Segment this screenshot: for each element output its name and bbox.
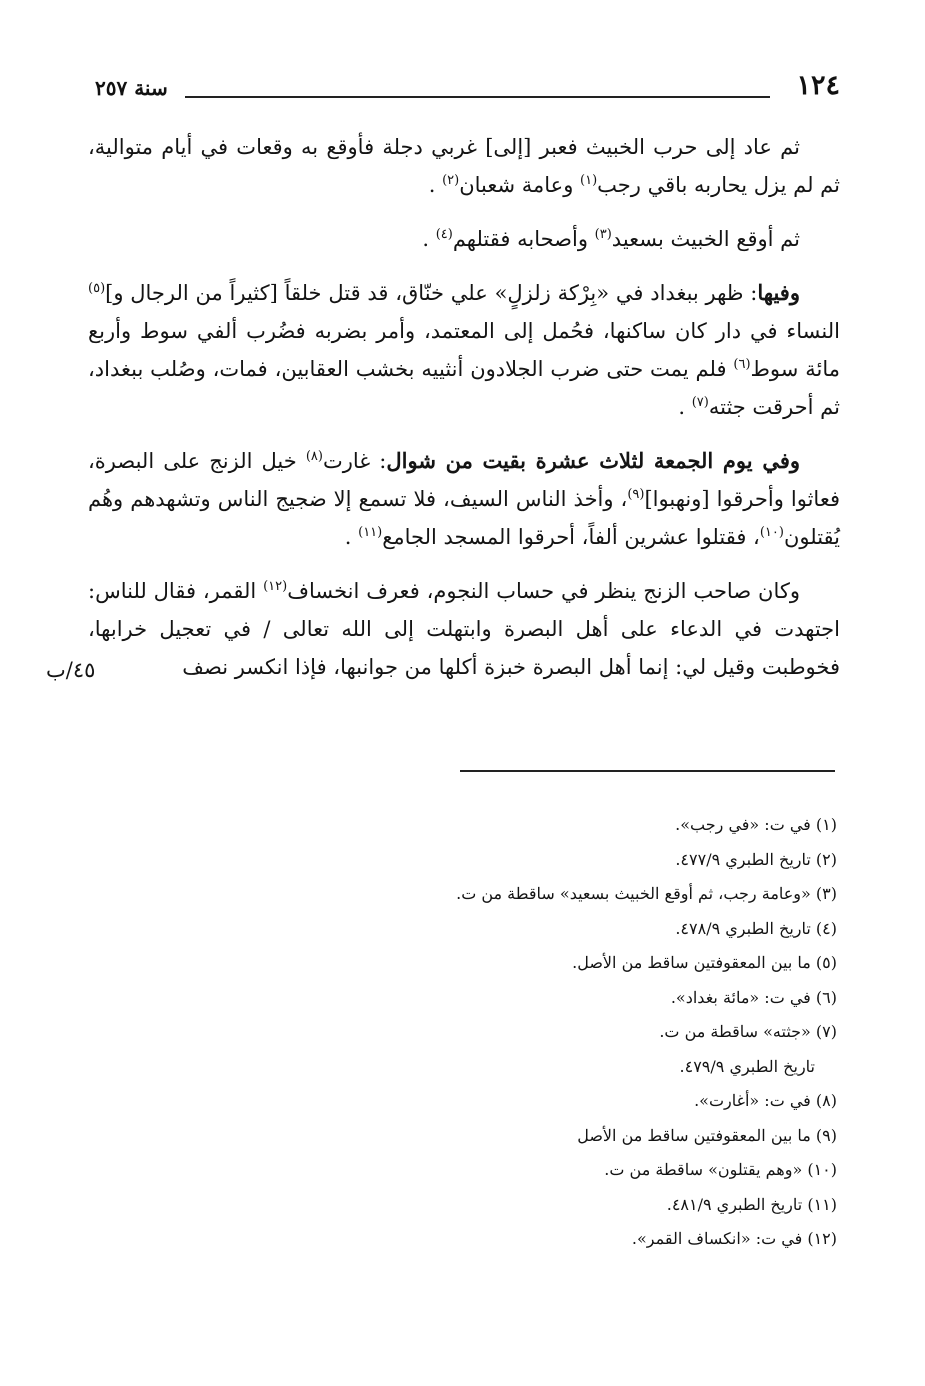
footnote: تاريخ الطبري ٤٧٩/٩.	[679, 1056, 815, 1076]
paragraph-5	[88, 572, 840, 686]
footnotes	[337, 808, 837, 1257]
footnote-ref[interactable]: (١)	[580, 173, 598, 188]
footnote-ref[interactable]: (٦)	[733, 357, 751, 372]
text-run: : غارت	[322, 449, 387, 473]
text-run: خيل الزنج على البصرة، فعاثوا وأحرقوا [ونهبوا]	[88, 449, 840, 511]
manuscript-folio-marker: ٤٥/ب	[46, 658, 96, 682]
text-run: القمر، فقال للناس: اجتهدت في الدعاء على أهل البصرة وابتهلت إلى الله تعالى / في تعجيل خرابها، فخوطبت وقيل لي: إنما أهل البصرة خبزة أكلها من جوانبها، فإذا انكسر نصف	[88, 579, 840, 679]
footnote-ref[interactable]: (٧)	[691, 395, 709, 410]
footnote: (١) في ت: «في رجب».	[675, 815, 837, 834]
footnote: (٧) «جثته» ساقطة من ت.	[659, 1022, 837, 1041]
footnote-ref[interactable]: (٩)	[627, 487, 645, 502]
paragraph-2	[88, 220, 840, 258]
footnote: (٩) ما بين المعقوفتين ساقط من الأصل	[577, 1125, 837, 1145]
paragraph-3	[88, 274, 840, 426]
footnote-separator	[460, 770, 835, 772]
page-header	[95, 70, 840, 110]
footnote: (١١) تاريخ الطبري ٤٨١/٩.	[666, 1194, 837, 1214]
page-number: ١٢٤	[796, 70, 840, 101]
footnote-ref[interactable]: (٨)	[305, 449, 323, 464]
header-rule	[185, 96, 770, 98]
text-run: .	[422, 227, 436, 251]
paragraph-1	[88, 128, 840, 204]
text-run: .	[344, 525, 359, 549]
text-run: فلم يمت حتى ضرب الجلادون أنثييه بخشب العقابين، فمات، وصُلب ببغداد، ثم أحرقت جثته	[88, 357, 840, 419]
lead-phrase: وفي يوم الجمعة لثلاث عشرة بقيت من شوال	[386, 448, 800, 473]
footnote-ref[interactable]: (١٠)	[759, 525, 784, 540]
footnote: (٢) تاريخ الطبري ٤٧٧/٩.	[675, 849, 837, 869]
text-run: وأصحابه فقتلهم	[452, 227, 595, 251]
footnote: (٤) تاريخ الطبري ٤٧٨/٩.	[675, 918, 837, 938]
text-run: ، فقتلوا عشرين ألفاً، أحرقوا المسجد الجامع	[382, 525, 760, 549]
footnote-ref[interactable]: (٣)	[594, 227, 612, 242]
lead-word: وفيها	[757, 280, 800, 305]
footnote-ref[interactable]: (٥)	[88, 281, 106, 296]
footnote: (٥) ما بين المعقوفتين ساقط من الأصل.	[572, 953, 837, 972]
text-run: وعامة شعبان	[459, 173, 581, 197]
footnote: (١٠) «وهم يقتلون» ساقطة من ت.	[604, 1160, 837, 1179]
main-text	[88, 128, 840, 702]
text-run: .	[678, 395, 692, 419]
text-run: : ظهر ببغداد في «بِرْكة زلزلٍ» علي خنّاق، قد قتل خلقاً [كثيراً من الرجال و]	[105, 281, 758, 305]
footnote: (٣) «وعامة رجب، ثم أوقع الخبيث بسعيد» ساقطة من ت.	[456, 884, 837, 903]
footnote: (٨) في ت: «أغارت».	[694, 1091, 837, 1110]
text-run: ثم أوقع الخبيث بسعيد	[611, 227, 800, 251]
footnote: (١٢) في ت: «انكساف القمر».	[631, 1229, 837, 1248]
paragraph-4	[88, 442, 840, 556]
running-header-year: سنة ٢٥٧	[95, 76, 168, 100]
footnote: (٦) في ت: «مائة بغداد».	[670, 987, 837, 1007]
text-run: ، وأخذ الناس السيف، فلا تسمع إلا ضجيج الناس وتشهدهم وهُم يُقتلون	[88, 487, 840, 549]
footnote-ref[interactable]: (١٢)	[263, 579, 288, 594]
text-run: .	[428, 173, 443, 197]
footnote-ref[interactable]: (٤)	[435, 227, 453, 242]
text-run: النساء في دار كان ساكنها، فحُمل إلى المعتمد، وأمر بضربه فضُرب ألفي سوط وأربع مائة سوط	[88, 319, 840, 381]
text-run: وكان صاحب الزنج ينظر في حساب النجوم، فعرف انخساف	[287, 579, 800, 603]
footnote-ref[interactable]: (٢)	[442, 173, 460, 188]
text-run: ثم عاد إلى حرب الخبيث فعبر [إلى] غربي دجلة فأوقع به وقعات في أيام متوالية، ثم لم يزل يحاربه باقي رجب	[88, 135, 840, 197]
footnote-ref[interactable]: (١١)	[358, 525, 383, 540]
